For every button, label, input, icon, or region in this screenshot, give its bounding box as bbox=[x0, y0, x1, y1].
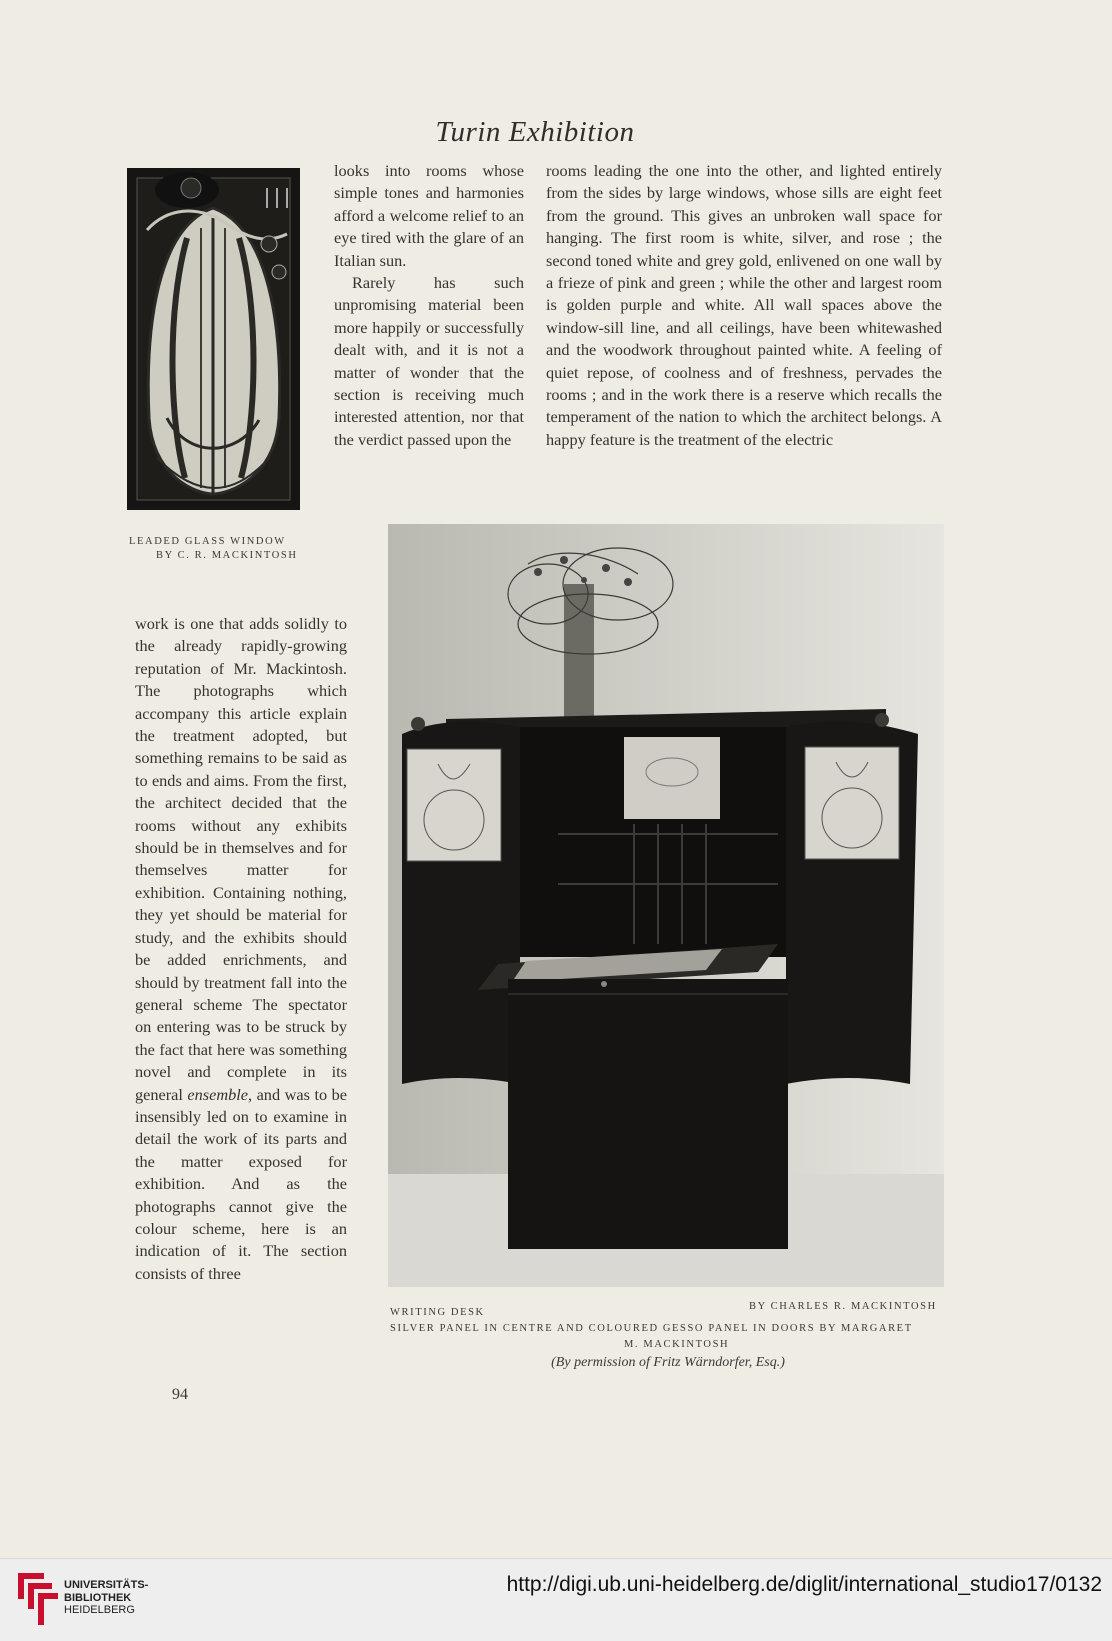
footer-bar bbox=[0, 1558, 1112, 1641]
library-name-line1: UNIVERSITÄTS- bbox=[64, 1579, 149, 1591]
desk-caption-line1-left: WRITING DESK bbox=[390, 1307, 485, 1318]
leaded-glass-window-image bbox=[127, 168, 300, 510]
paragraph-text: , and was to be insensibly led on to examine in detail the work of its parts and the matter exposed for exhibition. And as the photographs cannot give the colour scheme, here is an indication of it. The section consists of three bbox=[135, 1084, 347, 1283]
desk-caption-credit: (By permission of Fritz Wärndorfer, Esq.) bbox=[551, 1355, 785, 1370]
italic-term: ensemble bbox=[187, 1084, 248, 1104]
library-name bbox=[64, 1579, 148, 1617]
window-caption-line2: BY C. R. MACKINTOSH bbox=[156, 550, 298, 561]
running-title: Turin Exhibition bbox=[435, 116, 635, 148]
window-caption-line1: LEADED GLASS WINDOW bbox=[129, 536, 286, 547]
window-caption bbox=[129, 535, 298, 563]
paragraph: rooms leading the one into the other, and lighted entirely from the sides by large windows, whose sills are eight feet from the ground. This gives an unbroken wall space for hanging. The first room is white, silver, and rose ; the second toned white and grey gold, enlivened on one wall by a frieze of pink and green ; while the other and largest room is golden purple and white. All wall spaces above the window-sill line, and all ceilings, have been whitewashed and the woodwork throughout painted white. A feeling of quiet repose, of coolness and of freshness, pervades the rooms ; and in the work there is a reserve which recalls the temperament of the nation to which the architect belongs. A happy feature is the treatment of the electric bbox=[546, 161, 942, 449]
desk-caption-line1-right: BY CHARLES R. MACKINTOSH bbox=[749, 1301, 937, 1312]
paragraph bbox=[135, 613, 347, 1285]
text-column-right bbox=[546, 160, 942, 451]
text-column-middle bbox=[334, 160, 524, 451]
desk-caption-line3: M. MACKINTOSH bbox=[624, 1339, 730, 1350]
paragraph: Rarely has such unpromising material been more happily or successfully dealt with, and it is not a matter of wonder that the section is receiving much interested attention, nor that the verdict passed upon the bbox=[334, 273, 524, 449]
library-name-line2: BIBLIOTHEK bbox=[64, 1591, 132, 1604]
paragraph: looks into rooms whose simple tones and harmonies afford a welcome relief to an eye tired with the glare of an Italian sun. bbox=[334, 161, 524, 270]
library-name-line3: HEIDELBERG bbox=[64, 1604, 135, 1616]
university-library-logo-icon bbox=[14, 1569, 60, 1629]
desk-caption-line2: SILVER PANEL IN CENTRE AND COLOURED GESSO PANEL IN DOORS BY MARGARET bbox=[390, 1323, 913, 1334]
paragraph-text: work is one that adds solidly to the already rapidly-growing reputation of Mr. Mackintosh. The photographs which accompany this article explain the treatment adopted, but something remains to be said as to ends and aims. From the first, the architect decided that the rooms without any exhibits should be in themselves and for themselves matter for exhibition. Containing nothing, they yet should be material for study, and the exhibits should be added enrichments, and should by treatment fall into the general scheme The spectator on entering was to be struck by the fact that here was something novel and complete in its general bbox=[135, 614, 347, 1104]
page-number: 94 bbox=[172, 1386, 188, 1403]
text-column-left bbox=[135, 613, 347, 1285]
source-url-link[interactable]: http://digi.ub.uni-heidelberg.de/diglit/international_studio17/0132 bbox=[506, 1573, 1102, 1596]
writing-desk-photograph bbox=[388, 524, 944, 1287]
